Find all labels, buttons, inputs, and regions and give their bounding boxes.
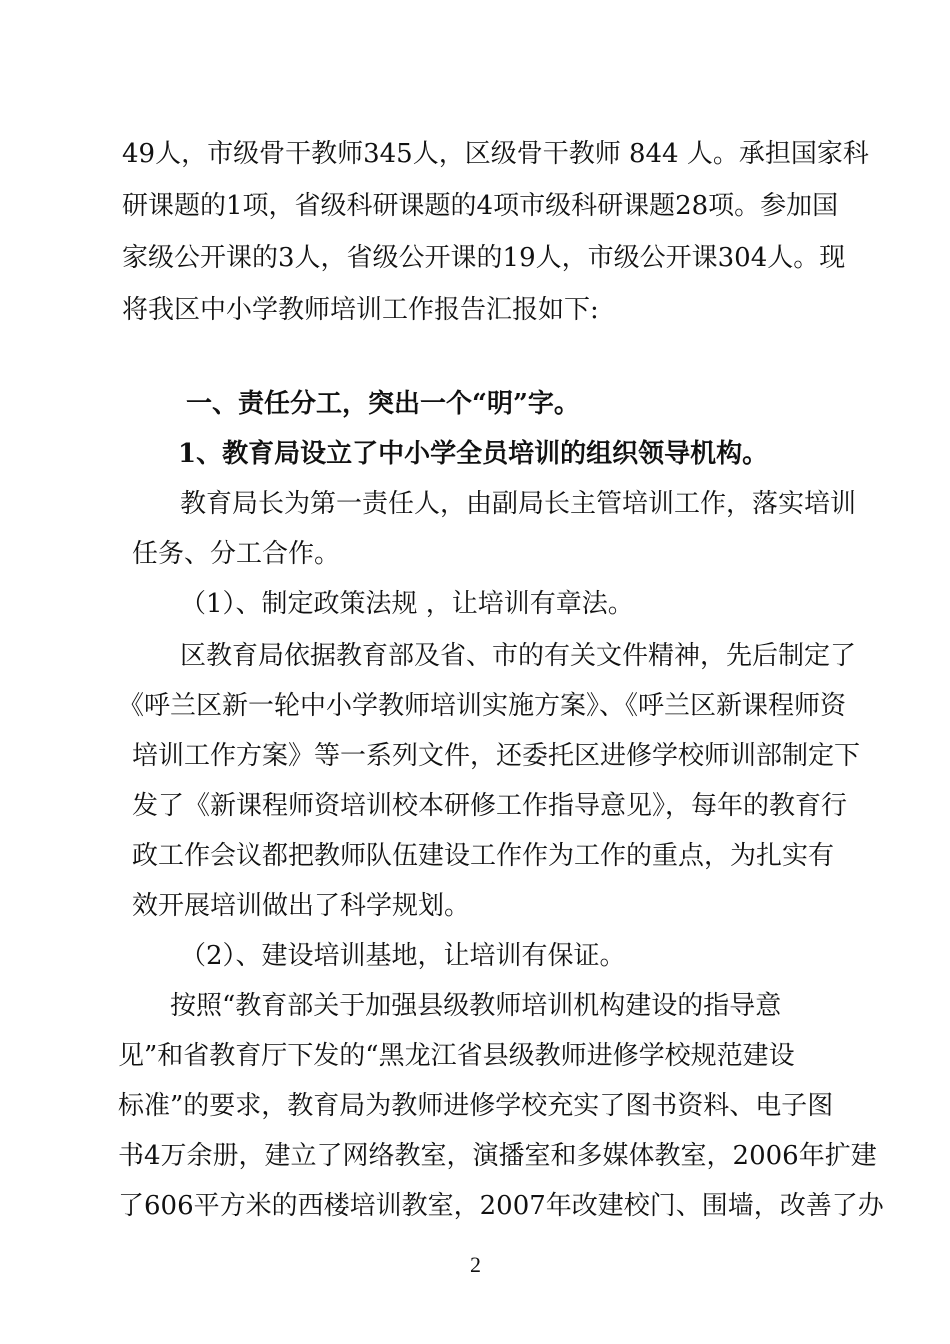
para3-line-3: 标准”的要求，教育局为教师进修学校充实了图书资料、电子图 xyxy=(118,1091,834,1121)
para3-line-4: 书4万余册，建立了网络教室，演播室和多媒体教室，2006年扩建 xyxy=(118,1141,877,1171)
para2-line-4: 发了《新课程师资培训校本研修工作指导意见》，每年的教育行 xyxy=(132,791,848,821)
para3-line-2: 见”和省教育厅下发的“黑龙江省县级教师进修学校规范建设 xyxy=(118,1041,795,1071)
section-heading: 一、责任分工，突出一个“明”字。 xyxy=(186,389,580,419)
page-number: 2 xyxy=(470,1252,481,1277)
subheading: 1、教育局设立了中小学全员培训的组织领导机构。 xyxy=(178,439,769,469)
para2-line-6: 效开展培训做出了科学规划。 xyxy=(132,891,471,921)
item1-heading: （1）、制定政策法规 ，让培训有章法。 xyxy=(180,589,634,619)
para3-line-5: 了606平方米的西楼培训教室，2007年改建校门、围墙，改善了办 xyxy=(118,1191,884,1221)
para2-line-1: 区教育局依据教育部及省、市的有关文件精神，先后制定了 xyxy=(180,641,857,671)
para2-line-2: 《呼兰区新一轮中小学教师培训实施方案》、《呼兰区新课程师资 xyxy=(118,691,847,721)
intro-line-4: 将我区中小学教师培训工作报告汇报如下: xyxy=(122,295,599,325)
intro-line-3: 家级公开课的3人，省级公开课的19人，市级公开课304人。现 xyxy=(122,243,846,273)
para2-line-5: 政工作会议都把教师队伍建设工作作为工作的重点，为扎实有 xyxy=(132,841,835,871)
para2-line-3: 培训工作方案》等一系列文件，还委托区进修学校师训部制定下 xyxy=(132,741,861,771)
para1-line-1: 教育局长为第一责任人，由副局长主管培训工作，落实培训 xyxy=(180,489,857,519)
intro-line-2: 研课题的1项，省级科研课题的4项市级科研课题28项。参加国 xyxy=(122,191,839,221)
intro-line-1: 49人，市级骨干教师345人，区级骨干教师 844 人。承担国家科 xyxy=(122,139,869,169)
para3-line-1: 按照“教育部关于加强县级教师培训机构建设的指导意 xyxy=(170,991,782,1021)
item2-heading: （2）、建设培训基地，让培训有保证。 xyxy=(180,941,626,971)
para1-line-2: 任务、分工合作。 xyxy=(132,539,341,569)
